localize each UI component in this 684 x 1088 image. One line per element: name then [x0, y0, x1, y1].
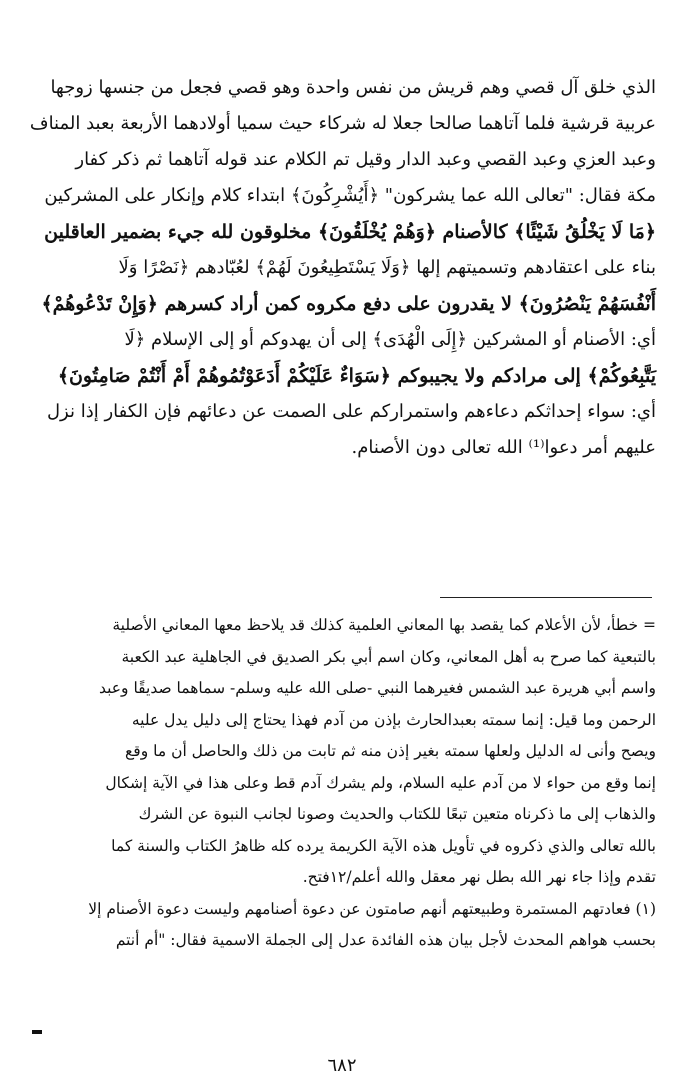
continuation-dash — [32, 1030, 42, 1034]
footnotes-block — [28, 610, 656, 957]
main-line: أي: الأصنام أو المشركين ﴿إِلَى الْهُدَى﴾ إلى أن يهدوكم أو إلى الإسلام ﴿لَا — [124, 329, 656, 350]
main-line: بناء على اعتقادهم وتسميتهم إلها ﴿وَلَا يَسْتَطِيعُونَ لَهُمْ﴾ لعُبّادهم ﴿نَصْرًا وَلَا — [118, 257, 656, 278]
main-line: ﴿مَا لَا يَخْلُقُ شَيْئًا﴾ كالأصنام ﴿وَهُمْ يُخْلَقُونَ﴾ مخلوقون لله جيء بضمير العاقلين — [44, 221, 656, 243]
main-line: عربية قرشية فلما آتاهما صالحا جعلا له شركاء حيث سميا أولادهما الأربعة بعبد المناف — [29, 113, 656, 134]
footnote-line: بالله تعالى والذي ذكروه في تأويل هذه الآية الكريمة يرده كله ظاهرُ الكتاب والسنة كما — [111, 836, 656, 855]
footnote-line: = خطأ، لأن الأعلام كما يقصد بها المعاني العلمية كذلك قد يلاحظ معها المعاني الأصلية — [112, 616, 656, 634]
main-line: وعبد العزي وعبد القصي وعبد الدار وقيل تم الكلام عند قوله آتاهما ثم ذكر كفار — [75, 149, 656, 170]
main-text-block — [28, 70, 656, 466]
footnote-line: واسم أبي هريرة عبد الشمس فغيرهما النبي -صلى الله عليه وسلم- سماهما صديقًا وعبد — [98, 679, 656, 697]
footnote-line: تقدم وإذا جاء نهر الله بطل نهر معقل والله أعلم/١٢فتح. — [302, 868, 656, 886]
main-line: مكة فقال: "تعالى الله عما يشركون" ﴿أَيُشْرِكُونَ﴾ ابتداء كلام وإنكار على المشركين — [44, 185, 656, 206]
footnote-line: ويصح وأنى له الدليل ولعلها سمته بغير إذن منه ثم تابت من ذلك والحاصل أن ما وقع — [125, 742, 656, 760]
footnote-line: بالتبعية كما صرح به أهل المعاني، وكان اسم أبي بكر الصديق في الجاهلية عبد الكعبة — [121, 647, 656, 666]
page-number: ٦٨٢ — [327, 1055, 357, 1076]
footnote-line: بحسب هواهم المحدث لأجل بيان هذه الفائدة عدل إلى الجملة الاسمية فقال: "أم أنتم — [115, 931, 656, 949]
main-line: يَتَّبِعُوكُمْ﴾ إلى مرادكم ولا يجيبوكم ﴿سَوَاءٌ عَلَيْكُمْ أَدَعَوْتُمُوهُمْ أَمْ أَنْتُمْ صَامِتُونَ﴾ — [57, 365, 656, 387]
main-line: أَنْفُسَهُمْ يَنْصُرُونَ﴾ لا يقدرون على دفع مكروه كمن أراد كسرهم ﴿وَإِنْ تَدْعُوهُمْ﴾ — [41, 293, 656, 315]
footnote-line: والذهاب إلى ما ذكرناه متعين تبعًا للكتاب والحديث وصونا لجانب النبوة عن الشرك — [138, 805, 656, 823]
footnote-separator — [440, 597, 652, 598]
main-line: أي: سواء إحداثكم دعاءهم واستمراركم على الصمت عن دعائهم فإن الكفار إذا نزل — [46, 401, 656, 422]
footnote-line: إنما وقع من حواء لا من آدم عليه السلام، ولم يشرك آدم قط وعلى هذا في الآية إشكال — [105, 773, 656, 792]
footnote-line: (١) فعادتهم المستمرة وطبيعتهم أنهم صامتون عن دعوة أصنامهم وليست دعوة الأصنام إلا — [88, 899, 656, 918]
main-line: الذي خلق آل قصي وهم قريش من نفس واحدة وهو قصي فجعل من جنسها زوجها — [50, 77, 656, 98]
main-line: عليهم أمر دعوا⁽¹⁾ الله تعالى دون الأصنام. — [351, 437, 656, 458]
footnote-line: الرحمن وما قيل: إنما سمته بعبدالحارث بإذن من آدم فهذا يحتاج إلى دليل يدل عليه — [131, 710, 656, 729]
